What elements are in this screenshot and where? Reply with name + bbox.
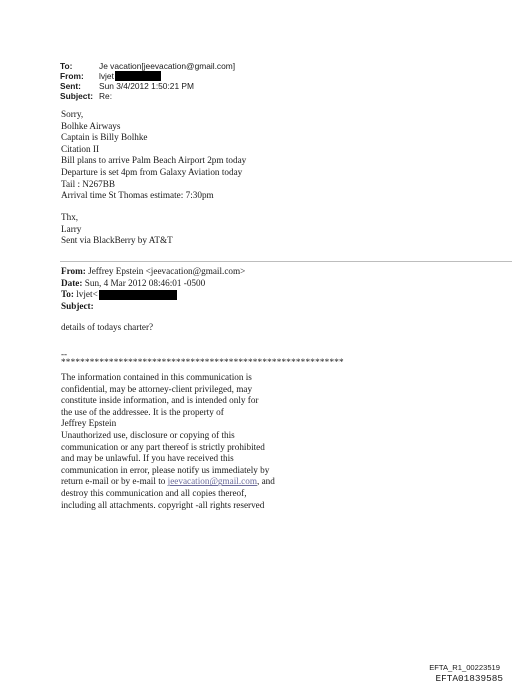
email-prefix: return e-mail or by e-mail to [61,476,168,487]
redaction-box [115,71,161,81]
body-line: Captain is Billy Bolhke [61,132,148,143]
body-line: Sorry, [61,109,84,119]
quoted-to-row [61,289,245,301]
quoted-from-value: Jeffrey Epstein <jeevacation@gmail.com> [88,266,246,276]
body-line: Tail : N267BB [61,178,115,189]
header-sent-row [60,81,235,91]
signature-dash: -- [61,349,68,359]
body-line: Citation II [61,143,100,154]
header-subject-row [60,91,235,101]
disclaimer-line: constitute inside information, and is intended only for [61,395,259,406]
bates-number-primary: EFTA_R1_00223519 [429,663,500,672]
disclaimer-line: The information contained in this communication is [61,372,252,382]
quoted-subject-row [61,301,245,313]
email-link[interactable]: jeevacation@gmail.com [167,476,257,487]
body-line: Departure is set 4pm from Galaxy Aviation today [61,166,243,177]
to-value: Je vacation[jeevacation@gmail.com] [99,61,236,71]
body-line: Bolhke Airways [61,120,121,131]
quoted-subject-label: Subject: [61,300,94,311]
header-from-row [60,71,235,81]
bates-number-secondary: EFTA01839585 [435,673,503,684]
subject-value: Re: [99,91,113,101]
disclaimer-line: destroy this communication and all copies thereof, [61,487,247,498]
from-value: lvjet [99,71,114,81]
email-suffix: , and [256,476,275,487]
quoted-from-label: From: [61,266,86,276]
disclaimer-line: communication in error, please notify us immediately by [61,464,270,475]
signature-line: Thx, [61,212,79,222]
body-line: Arrival time St Thomas estimate: 7:30pm [61,190,214,201]
disclaimer-line: Unauthorized use, disclosure or copying of this [61,429,235,440]
disclaimer-line: confidential, may be attorney-client privileged, may [61,383,253,394]
disclaimer [61,372,275,511]
quoted-from-row [61,266,245,278]
quoted-date-value: Sun, 4 Mar 2012 08:46:01 -0500 [84,277,206,288]
redaction-box [99,290,177,300]
quoted-to-label: To: [61,289,74,300]
disclaimer-line: communication or any part thereof is strictly prohibited [61,441,265,452]
sent-value: Sun 3/4/2012 1:50:21 PM [99,81,194,91]
email-header [60,61,235,101]
header-to-row [60,61,235,71]
quoted-date-label: Date: [61,277,83,288]
disclaimer-line: and may be unlawful. If you have received this [61,453,234,464]
from-label: From: [60,71,84,81]
signature-line: Larry [61,223,82,234]
body-line: Bill plans to arrive Palm Beach Airport 2pm today [61,155,247,166]
quoted-date-row [61,278,245,290]
reply-body [61,109,246,202]
to-label: To: [60,61,73,71]
subject-label: Subject: [60,91,94,101]
stars-divider: *********************************************************** [61,357,344,367]
disclaimer-email-line [61,476,275,488]
disclaimer-line: the use of the addressee. It is the property of [61,406,224,417]
disclaimer-line: including all attachments. copyright -all rights reserved [61,499,265,510]
disclaimer-line: Jeffrey Epstein [61,418,117,429]
quoted-to-value: lvjet< [76,289,98,300]
sent-label: Sent: [60,81,81,91]
quoted-header [61,266,245,312]
separator-line [60,261,512,262]
signature [61,212,173,247]
quoted-message: details of todays charter? [61,322,154,332]
signature-line: Sent via BlackBerry by AT&T [61,235,173,246]
